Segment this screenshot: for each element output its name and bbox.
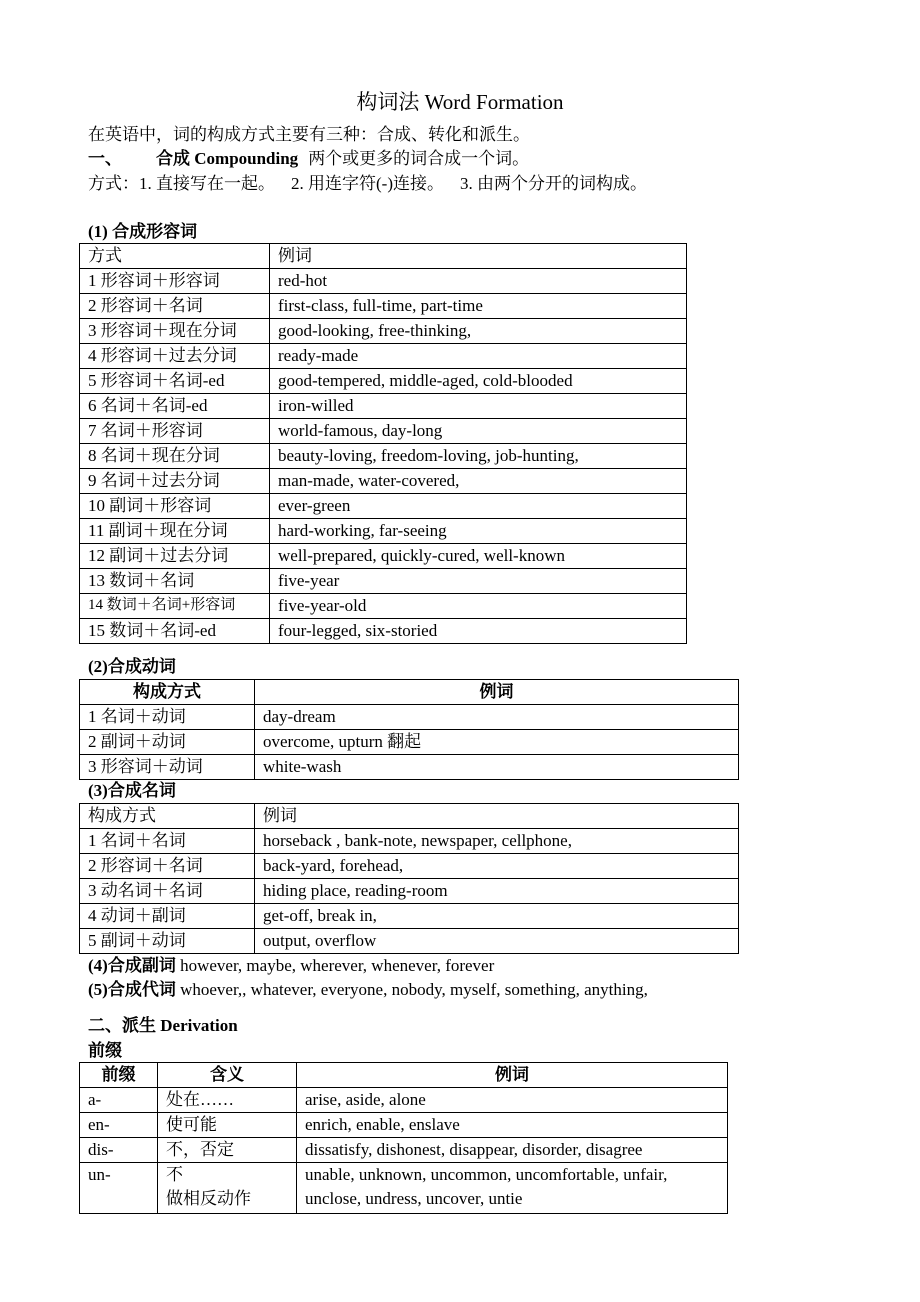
method-cell: 13 数词＋名词 — [80, 569, 270, 594]
examples-cell: output, overflow — [255, 929, 739, 954]
examples-cell: four-legged, six-storied — [270, 619, 687, 644]
examples-cell — [297, 1163, 728, 1214]
examples-cell: arise, aside, alone — [297, 1088, 728, 1113]
meaning-line: 做相反动作 — [166, 1189, 251, 1208]
methods-prefix: 方式： — [88, 174, 139, 193]
method-cell: 12 副词＋过去分词 — [80, 544, 270, 569]
method-cell: 1 形容词＋形容词 — [80, 269, 270, 294]
adj-heading: (1) 合成形容词 — [88, 222, 198, 241]
table-row — [80, 1113, 728, 1138]
method-cell: 14 数词＋名词+形容词 — [80, 594, 270, 619]
prefix-table-header — [80, 1063, 728, 1088]
verb-heading: (2)合成动词 — [88, 657, 176, 676]
table-row — [80, 904, 739, 929]
examples-cell: iron-willed — [270, 394, 687, 419]
table-row — [80, 294, 687, 319]
derivation-heading: 二、派生 Derivation — [88, 1016, 238, 1035]
examples-cell: day-dream — [255, 705, 739, 730]
examples-cell: red-hot — [270, 269, 687, 294]
examples-cell: well-prepared, quickly-cured, well-known — [270, 544, 687, 569]
meaning-cell: 使可能 — [158, 1113, 297, 1138]
prefix-cell: dis- — [80, 1138, 158, 1163]
table-row — [80, 394, 687, 419]
table-row — [80, 854, 739, 879]
header-examples: 例词 — [255, 804, 739, 829]
table-header-row — [80, 680, 739, 705]
compound-noun-table — [79, 803, 739, 954]
method-cell: 2 副词＋动词 — [80, 730, 255, 755]
examples-cell: first-class, full-time, part-time — [270, 294, 687, 319]
examples-line: unable, unknown, uncommon, uncomfortable, unfair, — [305, 1165, 668, 1184]
table-row — [80, 619, 687, 644]
method-cell: 2 形容词＋名词 — [80, 294, 270, 319]
section-compounding — [88, 148, 529, 170]
examples-cell: ready-made — [270, 344, 687, 369]
header-examples: 例词 — [297, 1063, 728, 1088]
method-cell: 15 数词＋名词-ed — [80, 619, 270, 644]
table-row — [80, 929, 739, 954]
compound-pronoun-line — [88, 979, 648, 1001]
methods-line — [88, 173, 647, 195]
table-row — [80, 829, 739, 854]
method-cell: 1 名词＋动词 — [80, 705, 255, 730]
table-row — [80, 879, 739, 904]
method-cell: 8 名词＋现在分词 — [80, 444, 270, 469]
method-cell: 9 名词＋过去分词 — [80, 469, 270, 494]
method-cell: 1 名词＋名词 — [80, 829, 255, 854]
examples-cell: back-yard, forehead, — [255, 854, 739, 879]
examples-cell: hiding place, reading-room — [255, 879, 739, 904]
table-row — [80, 369, 687, 394]
compound-verb-table — [79, 679, 739, 780]
section-label: 合成 Compounding — [156, 149, 299, 168]
method-cell: 3 形容词＋动词 — [80, 755, 255, 780]
prefix-cell: a- — [80, 1088, 158, 1113]
examples-cell: man-made, water-covered, — [270, 469, 687, 494]
pronoun-label: (5)合成代词 — [88, 980, 176, 999]
method-cell: 11 副词＋现在分词 — [80, 519, 270, 544]
adverb-label: (4)合成副词 — [88, 956, 176, 975]
examples-cell: ever-green — [270, 494, 687, 519]
method-cell: 4 动词＋副词 — [80, 904, 255, 929]
meaning-line: 不 — [166, 1165, 183, 1184]
examples-cell: dissatisfy, dishonest, disappear, disorder, disagree — [297, 1138, 728, 1163]
table-row — [80, 755, 739, 780]
prefix-table — [79, 1062, 728, 1214]
examples-cell: white-wash — [255, 755, 739, 780]
table-row — [80, 494, 687, 519]
table-row — [80, 469, 687, 494]
table-row — [80, 594, 687, 619]
prefix-subheading: 前缀 — [88, 1041, 122, 1060]
method-cell: 6 名词＋名词-ed — [80, 394, 270, 419]
table-row — [80, 444, 687, 469]
method-cell: 3 形容词＋现在分词 — [80, 319, 270, 344]
table-row — [80, 705, 739, 730]
examples-cell: five-year-old — [270, 594, 687, 619]
method-cell: 7 名词＋形容词 — [80, 419, 270, 444]
method-3: 3. 由两个分开的词构成。 — [459, 174, 647, 193]
method-cell: 10 副词＋形容词 — [80, 494, 270, 519]
method-cell: 4 形容词＋过去分词 — [80, 344, 270, 369]
table-row — [80, 1138, 728, 1163]
method-cell: 2 形容词＋名词 — [80, 854, 255, 879]
table-header-row — [80, 244, 687, 269]
table-row — [80, 1088, 728, 1113]
header-examples: 例词 — [270, 244, 687, 269]
header-examples: 例词 — [255, 680, 739, 705]
table-header-row — [80, 804, 739, 829]
intro-text: 在英语中，词的构成方式主要有三种：合成、转化和派生。 — [88, 125, 530, 144]
table-row — [80, 519, 687, 544]
compound-adverb-line — [88, 955, 494, 977]
prefix-cell: un- — [80, 1163, 158, 1214]
section-number: 一、 — [88, 149, 122, 168]
table-row — [80, 269, 687, 294]
table-row — [80, 419, 687, 444]
header-method: 构成方式 — [80, 680, 255, 705]
method-cell: 5 形容词＋名词-ed — [80, 369, 270, 394]
table-row — [80, 344, 687, 369]
examples-cell: beauty-loving, freedom-loving, job-hunting, — [270, 444, 687, 469]
noun-heading: (3)合成名词 — [88, 781, 176, 800]
examples-cell: good-looking, free-thinking, — [270, 319, 687, 344]
examples-cell: enrich, enable, enslave — [297, 1113, 728, 1138]
examples-line: unclose, undress, uncover, untie — [305, 1189, 523, 1208]
header-meaning: 含义 — [158, 1063, 297, 1088]
examples-cell: horseback , bank-note, newspaper, cellphone, — [255, 829, 739, 854]
meaning-cell: 处在…… — [158, 1088, 297, 1113]
table-row — [80, 544, 687, 569]
method-cell: 5 副词＋动词 — [80, 929, 255, 954]
header-method: 方式 — [80, 244, 270, 269]
header-prefix: 前缀 — [80, 1063, 158, 1088]
pronoun-examples: whoever,, whatever, everyone, nobody, myself, something, anything, — [180, 980, 648, 999]
table-row — [80, 569, 687, 594]
page-title: 构词法 Word Formation — [356, 90, 564, 114]
meaning-cell — [158, 1163, 297, 1214]
examples-cell: overcome, upturn 翻起 — [255, 730, 739, 755]
examples-cell: world-famous, day-long — [270, 419, 687, 444]
examples-cell: good-tempered, middle-aged, cold-blooded — [270, 369, 687, 394]
compound-adjective-table — [79, 243, 687, 644]
table-row — [80, 319, 687, 344]
examples-cell: five-year — [270, 569, 687, 594]
prefix-cell: en- — [80, 1113, 158, 1138]
method-cell: 3 动名词＋名词 — [80, 879, 255, 904]
meaning-cell: 不，否定 — [158, 1138, 297, 1163]
examples-cell: get-off, break in, — [255, 904, 739, 929]
table-row — [80, 1163, 728, 1214]
method-2: 2. 用连字符(-)连接。 — [291, 174, 444, 193]
section-description: 两个或更多的词合成一个词。 — [308, 149, 530, 168]
method-1: 1. 直接写在一起。 — [139, 174, 275, 193]
adverb-examples: however, maybe, wherever, whenever, forever — [180, 956, 495, 975]
table-row — [80, 730, 739, 755]
examples-cell: hard-working, far-seeing — [270, 519, 687, 544]
header-method: 构成方式 — [80, 804, 255, 829]
